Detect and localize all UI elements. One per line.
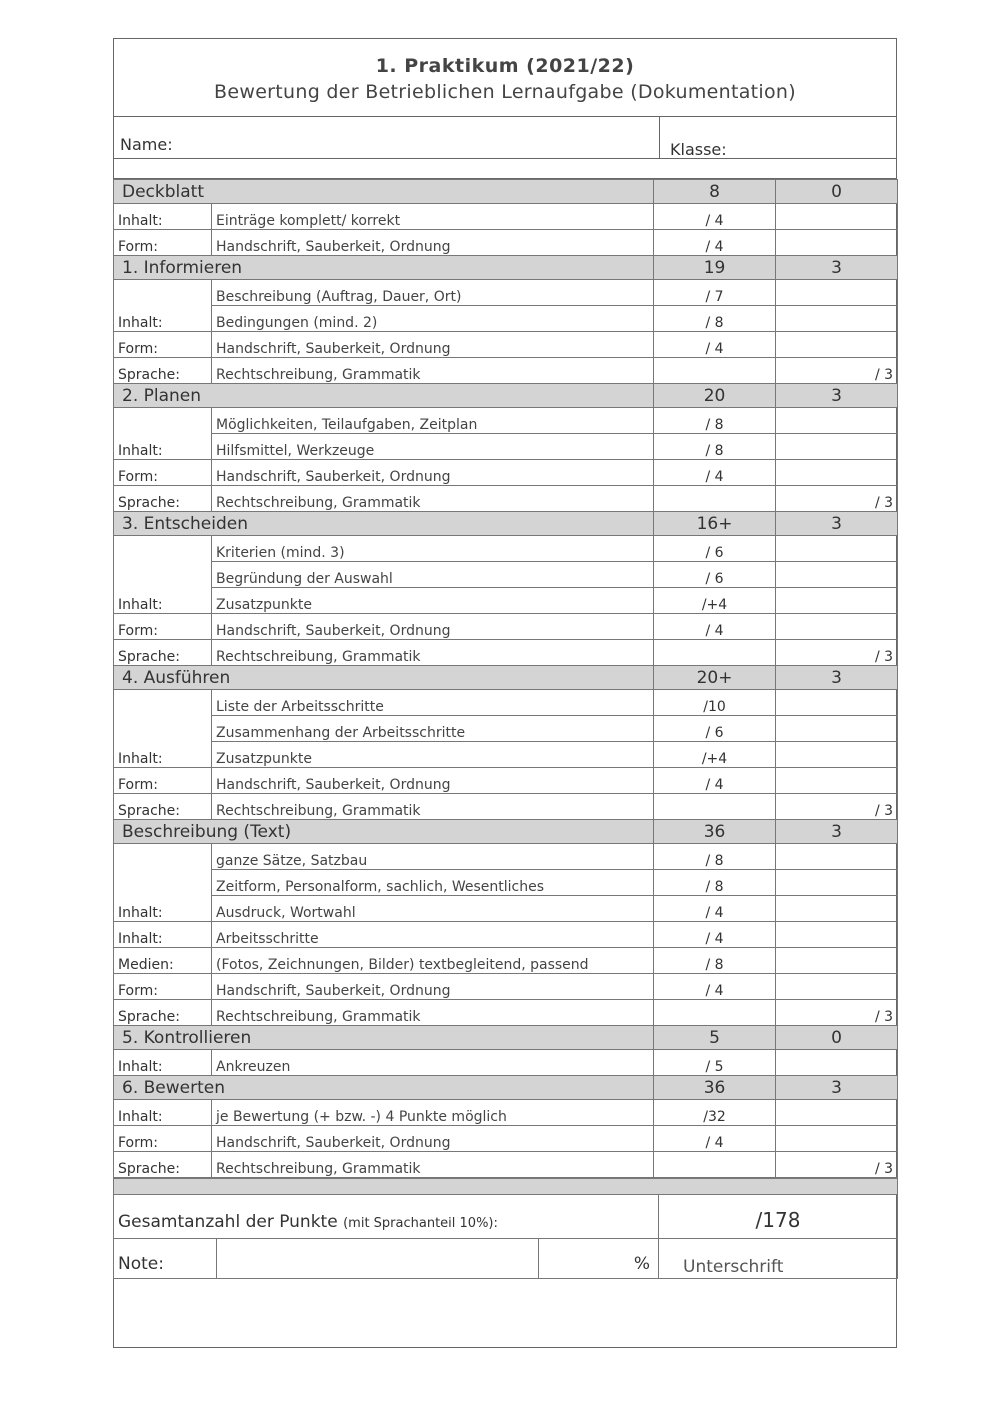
- criterion-description: Rechtschreibung, Grammatik: [212, 640, 654, 666]
- criterion-language-points[interactable]: [776, 948, 898, 974]
- criterion-category: Inhalt:: [114, 536, 212, 614]
- criterion-language-points[interactable]: / 3: [776, 358, 898, 384]
- criterion-row: [114, 408, 898, 434]
- criterion-category: Medien:: [114, 948, 212, 974]
- criterion-description: Ankreuzen: [212, 1050, 654, 1076]
- criterion-language-points[interactable]: [776, 870, 898, 896]
- name-field-label: Name:: [120, 135, 173, 154]
- criterion-category: Form:: [114, 768, 212, 794]
- section-language-points: 0: [776, 1026, 898, 1050]
- criterion-points[interactable]: / 4: [654, 922, 776, 948]
- total-note: (mit Sprachanteil 10%):: [343, 1216, 498, 1231]
- criterion-row: [114, 434, 898, 460]
- criterion-row: [114, 844, 898, 870]
- criterion-row: [114, 1152, 898, 1178]
- class-field-label: Klasse:: [670, 140, 727, 159]
- criterion-points[interactable]: / 4: [654, 614, 776, 640]
- section-header: [114, 256, 898, 280]
- criterion-points[interactable]: / 4: [654, 230, 776, 256]
- grade-label: Note:: [114, 1239, 217, 1279]
- section-title: 1. Informieren: [114, 256, 654, 280]
- section-header: [114, 666, 898, 690]
- criterion-row: [114, 870, 898, 896]
- criterion-language-points[interactable]: [776, 306, 898, 332]
- criterion-points[interactable]: / 4: [654, 974, 776, 1000]
- header: [114, 39, 896, 117]
- criterion-description: Handschrift, Sauberkeit, Ordnung: [212, 230, 654, 256]
- criterion-description: Hilfsmittel, Werkzeuge: [212, 434, 654, 460]
- section-header: [114, 512, 898, 536]
- criterion-points[interactable]: / 8: [654, 870, 776, 896]
- criterion-category: Inhalt:: [114, 280, 212, 332]
- criterion-points[interactable]: / 4: [654, 332, 776, 358]
- criterion-language-points[interactable]: [776, 332, 898, 358]
- section-title: Beschreibung (Text): [114, 820, 654, 844]
- criterion-points[interactable]: /32: [654, 1100, 776, 1126]
- criterion-category: Sprache:: [114, 1152, 212, 1178]
- criterion-category: Inhalt:: [114, 690, 212, 768]
- criterion-description: Zeitform, Personalform, sachlich, Wesentliches: [212, 870, 654, 896]
- criterion-category: Form:: [114, 974, 212, 1000]
- section-title: 3. Entscheiden: [114, 512, 654, 536]
- criterion-points[interactable]: / 6: [654, 716, 776, 742]
- criterion-points[interactable]: / 8: [654, 306, 776, 332]
- criterion-category: Form:: [114, 332, 212, 358]
- criterion-row: [114, 742, 898, 768]
- criterion-description: Rechtschreibung, Grammatik: [212, 794, 654, 820]
- criterion-category: Form:: [114, 614, 212, 640]
- criterion-description: Einträge komplett/ korrekt: [212, 204, 654, 230]
- grade-field: [217, 1239, 539, 1279]
- criterion-row: [114, 306, 898, 332]
- criterion-description: Bedingungen (mind. 2): [212, 306, 654, 332]
- section-title: 4. Ausführen: [114, 666, 654, 690]
- criterion-row: [114, 640, 898, 666]
- criterion-row: [114, 974, 898, 1000]
- criterion-row: [114, 204, 898, 230]
- criterion-description: Handschrift, Sauberkeit, Ordnung: [212, 1126, 654, 1152]
- criterion-language-points[interactable]: / 3: [776, 794, 898, 820]
- criterion-row: [114, 896, 898, 922]
- criterion-description: Rechtschreibung, Grammatik: [212, 1000, 654, 1026]
- criterion-category: Inhalt:: [114, 1100, 212, 1126]
- criterion-language-points[interactable]: [776, 844, 898, 870]
- criterion-language-points[interactable]: / 3: [776, 1152, 898, 1178]
- criterion-description: Handschrift, Sauberkeit, Ordnung: [212, 614, 654, 640]
- criterion-category: Sprache:: [114, 794, 212, 820]
- criterion-description: Handschrift, Sauberkeit, Ordnung: [212, 332, 654, 358]
- page-subtitle: Bewertung der Betrieblichen Lernaufgabe (Dokumentation): [214, 81, 796, 103]
- criterion-points[interactable]: /+4: [654, 742, 776, 768]
- criterion-row: [114, 716, 898, 742]
- criterion-points[interactable]: / 6: [654, 562, 776, 588]
- section-header: [114, 820, 898, 844]
- criterion-points[interactable]: / 8: [654, 408, 776, 434]
- criterion-language-points[interactable]: / 3: [776, 640, 898, 666]
- section-max-points: 20: [654, 384, 776, 408]
- section-language-points: 3: [776, 256, 898, 280]
- section-header: [114, 1026, 898, 1050]
- section-title: Deckblatt: [114, 180, 654, 204]
- criterion-language-points[interactable]: [776, 1100, 898, 1126]
- section-title: 6. Bewerten: [114, 1076, 654, 1100]
- criterion-language-points[interactable]: [776, 742, 898, 768]
- criterion-language-points[interactable]: [776, 280, 898, 306]
- totals-table: [113, 1178, 898, 1279]
- criterion-points[interactable]: [654, 486, 776, 512]
- criterion-category: Sprache:: [114, 358, 212, 384]
- total-label: Gesamtanzahl der Punkte (mit Sprachanteil 10%):: [114, 1195, 659, 1239]
- criterion-description: (Fotos, Zeichnungen, Bilder) textbegleitend, passend: [212, 948, 654, 974]
- criterion-row: [114, 614, 898, 640]
- criterion-description: Möglichkeiten, Teilaufgaben, Zeitplan: [212, 408, 654, 434]
- criterion-row: [114, 1050, 898, 1076]
- criterion-language-points[interactable]: [776, 434, 898, 460]
- criterion-row: [114, 1126, 898, 1152]
- criterion-category: Sprache:: [114, 486, 212, 512]
- criterion-description: ganze Sätze, Satzbau: [212, 844, 654, 870]
- criterion-language-points[interactable]: [776, 614, 898, 640]
- criterion-language-points[interactable]: / 3: [776, 1000, 898, 1026]
- criterion-description: Ausdruck, Wortwahl: [212, 896, 654, 922]
- section-language-points: 3: [776, 820, 898, 844]
- criterion-description: je Bewertung (+ bzw. -) 4 Punkte möglich: [212, 1100, 654, 1126]
- criterion-points[interactable]: / 4: [654, 896, 776, 922]
- criterion-row: [114, 358, 898, 384]
- criterion-row: [114, 1000, 898, 1026]
- section-max-points: 16+: [654, 512, 776, 536]
- criterion-language-points[interactable]: [776, 562, 898, 588]
- criterion-points[interactable]: / 8: [654, 948, 776, 974]
- criterion-points[interactable]: / 4: [654, 204, 776, 230]
- criterion-points[interactable]: [654, 640, 776, 666]
- criterion-row: [114, 794, 898, 820]
- criterion-row: [114, 460, 898, 486]
- criterion-description: Kriterien (mind. 3): [212, 536, 654, 562]
- criterion-row: [114, 768, 898, 794]
- criterion-language-points[interactable]: [776, 460, 898, 486]
- criterion-language-points[interactable]: / 3: [776, 486, 898, 512]
- section-language-points: 3: [776, 666, 898, 690]
- criterion-category: Form:: [114, 1126, 212, 1152]
- student-info-row: [114, 117, 896, 159]
- section-header: [114, 180, 898, 204]
- criterion-row: [114, 332, 898, 358]
- criterion-description: Rechtschreibung, Grammatik: [212, 358, 654, 384]
- criterion-row: [114, 922, 898, 948]
- criterion-description: Arbeitsschritte: [212, 922, 654, 948]
- criterion-points[interactable]: / 4: [654, 768, 776, 794]
- criterion-description: Beschreibung (Auftrag, Dauer, Ort): [212, 280, 654, 306]
- grade-row: [114, 1239, 898, 1279]
- criterion-category: Form:: [114, 230, 212, 256]
- criterion-points[interactable]: / 4: [654, 460, 776, 486]
- criterion-points[interactable]: [654, 1000, 776, 1026]
- percent-field: %: [539, 1239, 659, 1279]
- criterion-row: [114, 230, 898, 256]
- criterion-description: Handschrift, Sauberkeit, Ordnung: [212, 768, 654, 794]
- criterion-language-points[interactable]: [776, 204, 898, 230]
- criterion-points[interactable]: / 5: [654, 1050, 776, 1076]
- page-title: 1. Praktikum (2021/22): [375, 55, 635, 77]
- criterion-language-points[interactable]: [776, 922, 898, 948]
- criterion-description: Zusammenhang der Arbeitsschritte: [212, 716, 654, 742]
- total-max: /178: [659, 1195, 898, 1239]
- criterion-description: Rechtschreibung, Grammatik: [212, 1152, 654, 1178]
- total-row: [114, 1195, 898, 1239]
- section-header: [114, 1076, 898, 1100]
- criterion-points[interactable]: / 6: [654, 536, 776, 562]
- criterion-category: Inhalt:: [114, 204, 212, 230]
- section-max-points: 8: [654, 180, 776, 204]
- section-max-points: 36: [654, 1076, 776, 1100]
- section-language-points: 3: [776, 1076, 898, 1100]
- section-language-points: 3: [776, 384, 898, 408]
- criterion-description: Handschrift, Sauberkeit, Ordnung: [212, 974, 654, 1000]
- criterion-language-points[interactable]: [776, 536, 898, 562]
- criterion-language-points[interactable]: [776, 1050, 898, 1076]
- criterion-category: Inhalt:: [114, 844, 212, 922]
- criterion-description: Begründung der Auswahl: [212, 562, 654, 588]
- criterion-language-points[interactable]: [776, 896, 898, 922]
- criterion-points[interactable]: / 7: [654, 280, 776, 306]
- criterion-points[interactable]: / 4: [654, 1126, 776, 1152]
- criterion-category: Inhalt:: [114, 922, 212, 948]
- criterion-points[interactable]: /10: [654, 690, 776, 716]
- criterion-description: Zusatzpunkte: [212, 588, 654, 614]
- criterion-row: [114, 1100, 898, 1126]
- criterion-row: [114, 486, 898, 512]
- criterion-row: [114, 948, 898, 974]
- criterion-row: [114, 588, 898, 614]
- section-max-points: 19: [654, 256, 776, 280]
- criterion-description: Handschrift, Sauberkeit, Ordnung: [212, 460, 654, 486]
- criterion-language-points[interactable]: [776, 230, 898, 256]
- footer-bar: [114, 1179, 898, 1195]
- criterion-points[interactable]: [654, 1152, 776, 1178]
- criterion-points[interactable]: / 8: [654, 434, 776, 460]
- signature-field: Unterschrift: [659, 1239, 898, 1279]
- section-max-points: 20+: [654, 666, 776, 690]
- criterion-row: [114, 562, 898, 588]
- evaluation-sheet: [113, 38, 897, 1348]
- criterion-description: Rechtschreibung, Grammatik: [212, 486, 654, 512]
- criterion-language-points[interactable]: [776, 690, 898, 716]
- criterion-language-points[interactable]: [776, 588, 898, 614]
- criterion-category: Form:: [114, 460, 212, 486]
- criterion-points[interactable]: / 8: [654, 844, 776, 870]
- criterion-category: Inhalt:: [114, 408, 212, 460]
- criterion-points[interactable]: /+4: [654, 588, 776, 614]
- criterion-language-points[interactable]: [776, 768, 898, 794]
- section-language-points: 3: [776, 512, 898, 536]
- criterion-language-points[interactable]: [776, 408, 898, 434]
- criterion-language-points[interactable]: [776, 974, 898, 1000]
- criterion-row: [114, 536, 898, 562]
- section-language-points: 0: [776, 180, 898, 204]
- section-max-points: 36: [654, 820, 776, 844]
- criterion-description: Liste der Arbeitsschritte: [212, 690, 654, 716]
- criterion-category: Inhalt:: [114, 1050, 212, 1076]
- criterion-points[interactable]: [654, 358, 776, 384]
- criterion-points[interactable]: [654, 794, 776, 820]
- criterion-row: [114, 280, 898, 306]
- section-header: [114, 384, 898, 408]
- criterion-row: [114, 690, 898, 716]
- section-title: 2. Planen: [114, 384, 654, 408]
- criterion-description: Zusatzpunkte: [212, 742, 654, 768]
- criterion-category: Sprache:: [114, 640, 212, 666]
- section-title: 5. Kontrollieren: [114, 1026, 654, 1050]
- criterion-category: Sprache:: [114, 1000, 212, 1026]
- criterion-language-points[interactable]: [776, 1126, 898, 1152]
- section-max-points: 5: [654, 1026, 776, 1050]
- criterion-language-points[interactable]: [776, 716, 898, 742]
- grading-table: [113, 179, 898, 1178]
